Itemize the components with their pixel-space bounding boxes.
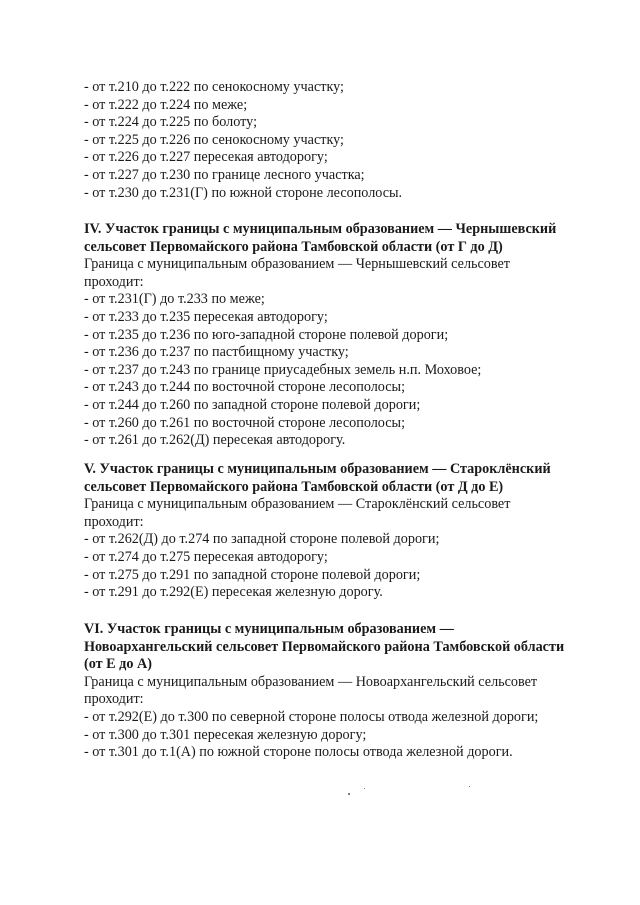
list-item: - от т.300 до т.301 пересекая железную дорогу;	[84, 726, 367, 743]
section-intro: проходит:	[84, 273, 144, 290]
scan-speck	[469, 786, 470, 787]
continued-boundary-list	[84, 79, 624, 202]
list-item: - от т.231(Г) до т.233 по меже;	[84, 291, 265, 308]
list-item: - от т.260 до т.261 по восточной стороне лесополосы;	[84, 414, 406, 431]
section-heading: IV. Участок границы с муниципальным образованием — Чернышевский	[84, 221, 557, 237]
list-item: - от т.237 до т.243 по границе приусадебных земель н.п. Моховое;	[84, 361, 482, 378]
section-v	[84, 461, 624, 602]
list-item: - от т.275 до т.291 по западной стороне полевой дороги;	[84, 566, 421, 583]
list-item: - от т.230 до т.231(Г) по южной стороне лесополосы.	[84, 184, 403, 201]
list-item: - от т.261 до т.262(Д) пересекая автодорогу.	[84, 432, 346, 449]
list-item: - от т.291 до т.292(Е) пересекая железную дорогу.	[84, 584, 383, 601]
list-item: - от т.243 до т.244 по восточной стороне лесополосы;	[84, 379, 406, 396]
list-item: - от т.227 до т.230 по границе лесного участка;	[84, 166, 365, 183]
list-item: - от т.262(Д) до т.274 по западной стороне полевой дороги;	[84, 531, 440, 548]
list-item: - от т.292(Е) до т.300 по северной стороне полосы отвода железной дороги;	[84, 708, 539, 725]
section-intro: Граница с муниципальным образованием — Новоархангельский сельсовет	[84, 673, 538, 690]
section-intro: Граница с муниципальным образованием — Староклёнский сельсовет	[84, 496, 511, 513]
scan-speck	[348, 793, 350, 795]
list-item: - от т.274 до т.275 пересекая автодорогу;	[84, 548, 328, 565]
section-heading: V. Участок границы с муниципальным образованием — Староклёнский	[84, 461, 551, 477]
list-item: - от т.244 до т.260 по западной стороне полевой дороги;	[84, 396, 421, 413]
section-heading: сельсовет Первомайского района Тамбовской области (от Г до Д)	[84, 238, 503, 255]
section-intro: проходит:	[84, 513, 144, 530]
scan-speck	[364, 788, 365, 789]
section-heading: VI. Участок границы с муниципальным образованием —	[84, 621, 454, 637]
section-vi	[84, 621, 624, 762]
list-item: - от т.233 до т.235 пересекая автодорогу;	[84, 308, 328, 325]
section-heading: сельсовет Первомайского района Тамбовской области (от Д до Е)	[84, 478, 504, 495]
section-intro: Граница с муниципальным образованием — Чернышевский сельсовет	[84, 256, 511, 273]
list-item: - от т.224 до т.225 по болоту;	[84, 114, 258, 131]
list-item: - от т.210 до т.222 по сенокосному участку;	[84, 79, 344, 95]
section-heading: Новоархангельский сельсовет Первомайского района Тамбовской области	[84, 638, 565, 655]
list-item: - от т.226 до т.227 пересекая автодорогу;	[84, 149, 328, 166]
list-item: - от т.236 до т.237 по пастбищному участку;	[84, 344, 349, 361]
list-item: - от т.301 до т.1(А) по южной стороне полосы отвода железной дороги.	[84, 744, 513, 761]
list-item: - от т.235 до т.236 по юго-западной стороне полевой дороги;	[84, 326, 449, 343]
list-item: - от т.225 до т.226 по сенокосному участку;	[84, 131, 344, 148]
list-item: - от т.222 до т.224 по меже;	[84, 96, 248, 113]
section-intro: проходит:	[84, 691, 144, 708]
section-heading: (от Е до А)	[84, 656, 152, 673]
section-iv	[84, 221, 624, 450]
